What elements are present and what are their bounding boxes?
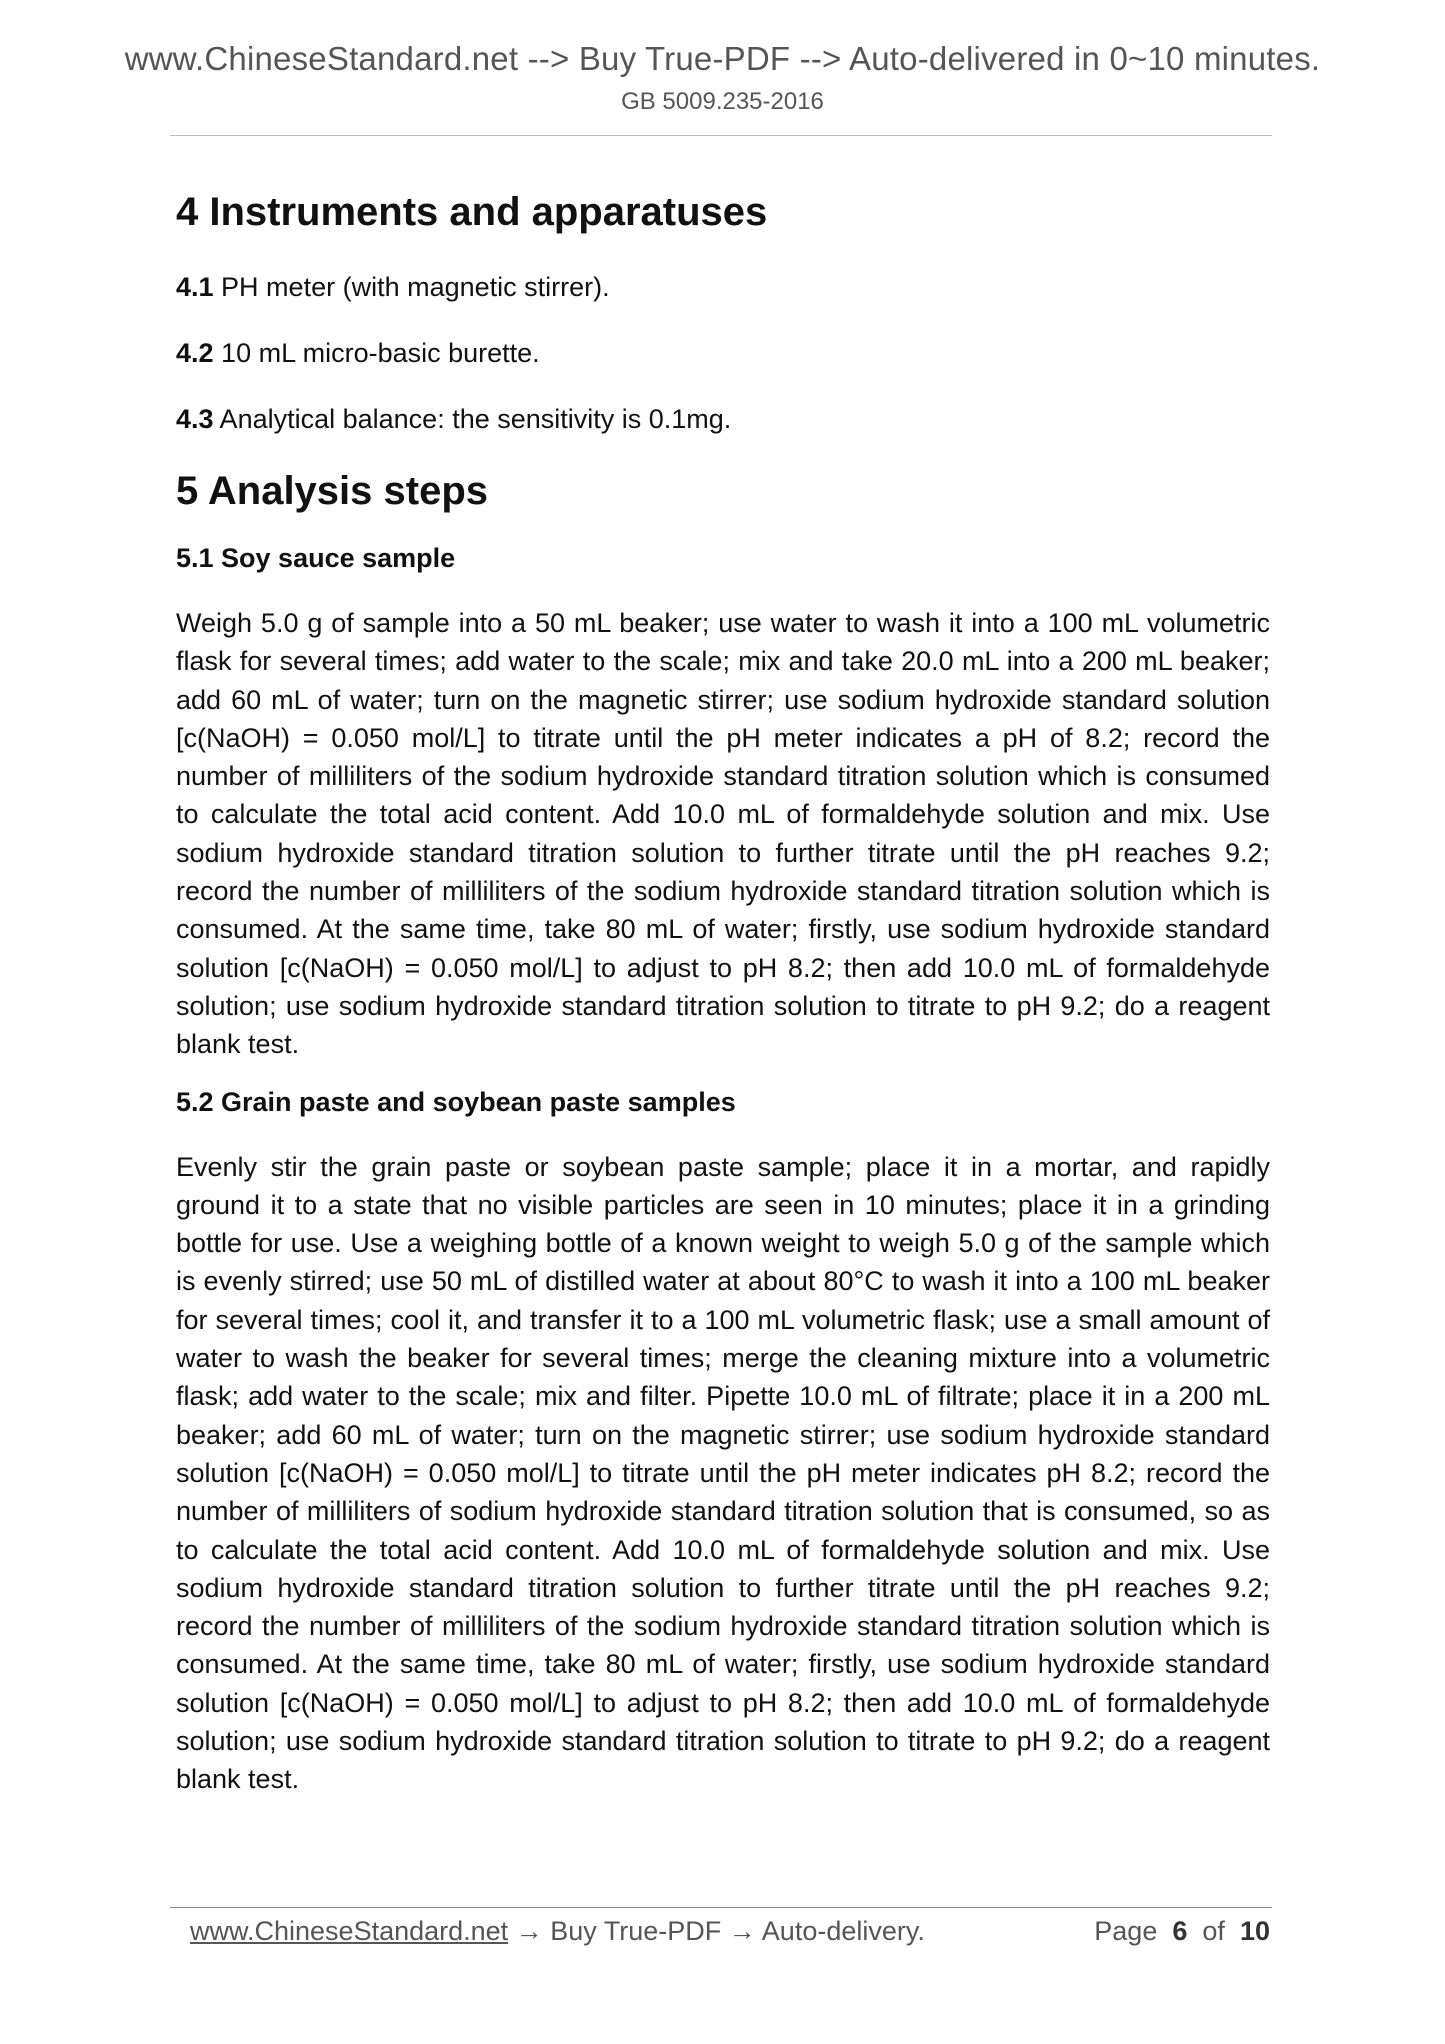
item-4-2 [176, 335, 1270, 371]
subsection-5-2-title: 5.2 Grain paste and soybean paste samples [176, 1086, 736, 1117]
buy-link[interactable]: Buy True-PDF [550, 1916, 722, 1946]
item-number: 4.3 [176, 404, 214, 434]
document-body [176, 190, 1270, 1799]
footer-left [190, 1916, 925, 1947]
header-divider [170, 135, 1272, 136]
item-number: 4.2 [176, 338, 214, 368]
item-4-1 [176, 269, 1270, 305]
subsection-5-1-title: 5.1 Soy sauce sample [176, 543, 456, 573]
header-banner: www.ChineseStandard.net --> Buy True-PDF --> Auto-delivered in 0~10 minutes. [124, 40, 1321, 77]
site-link[interactable]: www.ChineseStandard.net [190, 1916, 509, 1946]
standard-id: GB 5009.235-2016 [621, 88, 824, 115]
arrow-icon: → [728, 1916, 756, 1946]
subsection-5-1-body: Weigh 5.0 g of sample into a 50 mL beaker; use water to wash it into a 100 mL volumetric flask for several times; add water to the scale; mix and take 20.0 mL into a 200 mL beaker; add 60 mL of water; turn on the magnetic stirrer; use sodium hydroxide standard solution [c(NaOH) = 0.050 mol/L] to titrate until the pH meter indicates a pH of 8.2; record the number of milliliters of the sodium hydroxide standard titration solution which is consumed to calculate the total acid content. Add 10.0 mL of formaldehyde solution and mix. Use sodium hydroxide standard titration solution to further titrate until the pH reaches 9.2; record the number of milliliters of the sodium hydroxide standard titration solution which is consumed. At the same time, take 80 mL of water; firstly, use sodium hydroxide standard solution [c(NaOH) = 0.050 mol/L] to adjust to pH 8.2; then add 10.0 mL of formaldehyde solution; use sodium hydroxide standard titration solution to titrate to pH 9.2; do a reagent blank test. [176, 608, 1270, 1060]
page-number: Page 6 of 10 [1094, 1916, 1270, 1946]
item-4-3 [176, 401, 1270, 437]
item-number: 4.1 [176, 272, 214, 302]
arrow-icon: → [515, 1916, 543, 1946]
section-4-title: 4 Instruments and apparatuses [176, 190, 768, 234]
total-pages: 10 [1239, 1916, 1270, 1946]
section-5-title: 5 Analysis steps [176, 469, 489, 513]
footer-divider [170, 1907, 1272, 1908]
item-text: Analytical balance: the sensitivity is 0.1mg. [213, 404, 732, 434]
item-text: PH meter (with magnetic stirrer). [213, 272, 610, 302]
current-page: 6 [1172, 1916, 1188, 1946]
item-text: 10 mL micro-basic burette. [213, 338, 540, 368]
delivery-text: Auto-delivery. [761, 1916, 925, 1946]
subsection-5-2-body: Evenly stir the grain paste or soybean paste sample; place it in a mortar, and rapidly ground it to a state that no visible particles are seen in 10 minutes; place it in a grinding bottle for use. Use a weighing bottle of a known weight to weigh 5.0 g of the sample which is evenly stirred; use 50 mL of distilled water at about 80°C to wash it into a 100 mL beaker for several times; cool it, and transfer it to a 100 mL volumetric flask; use a small amount of water to wash the beaker for several times; merge the cleaning mixture into a volumetric flask; add water to the scale; mix and filter. Pipette 10.0 mL of filtrate; place it in a 200 mL beaker; add 60 mL of water; turn on the magnetic stirrer; use sodium hydroxide standard solution [c(NaOH) = 0.050 mol/L] to titrate until the pH meter indicates pH 8.2; record the number of milliliters of sodium hydroxide standard titration solution that is consumed, so as to calculate the total acid content. Add 10.0 mL of formaldehyde solution and mix. Use sodium hydroxide standard titration solution to further titrate until the pH reaches 9.2; record the number of milliliters of the sodium hydroxide standard titration solution which is consumed. At the same time, take 80 mL of water; firstly, use sodium hydroxide standard solution [c(NaOH) = 0.050 mol/L] to adjust to pH 8.2; then add 10.0 mL of formaldehyde solution; use sodium hydroxide standard titration solution to titrate to pH 9.2; do a reagent blank test. [176, 1151, 1270, 1795]
